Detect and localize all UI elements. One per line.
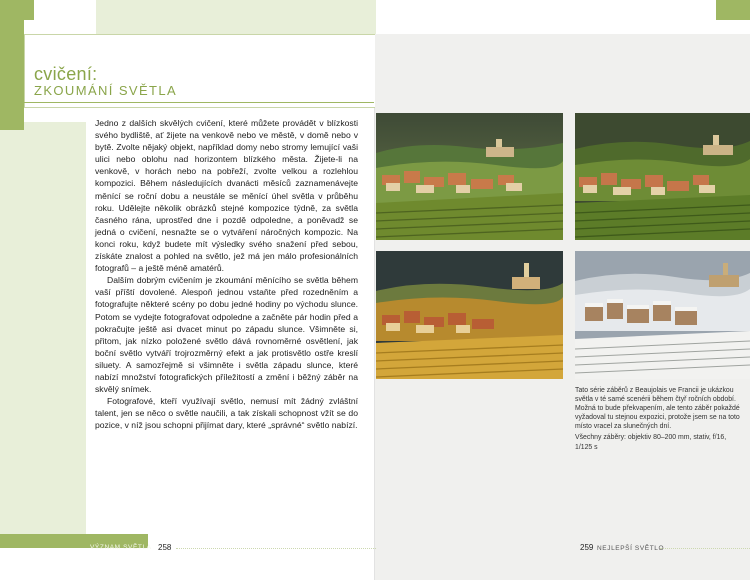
- section-title: cvičení:: [34, 64, 98, 84]
- footer-running-title: VÝZNAM SVĚTLA: [90, 544, 152, 551]
- right-corner-tab: [716, 0, 750, 20]
- page-number: 259: [580, 543, 594, 552]
- photo-winter-village: [575, 251, 750, 379]
- left-corner-tab: [0, 0, 34, 20]
- body-text: [95, 117, 358, 431]
- photo-autumn-village: [376, 251, 563, 379]
- caption-text: Tato série záběrů z Beaujolais ve Francii je ukázkou světla v té samé scenérii během čtyř ročních období. Možná to bude překvapením, ale tento záběr pokaždé vyžadoval tu stejnou expozici, protože jsem se na toto místo vracel za slunečných dní.: [575, 387, 740, 431]
- paragraph: Dalším dobrým cvičením je zkoumání měnícího se světla během vaší příští dovolené. Alespoň jednou vstaňte před rozedněním a fotografujte některé scény po dobu jedné hodiny po východu slunce. Potom se vydejte fotografovat odpoledne a začněte pár hodin před a pokračujte ještě asi dvacet minut po západu slunce. Všimněte si, přitom, jak nízko položené světlo dává rovnoměrné osvětlení, jak boční světlo vytváří trojrozměrný efekt a jak protisvětlo ostře kreslí siluety. A samozřejmě si všimněte i světla západu slunce, které nabízí množství fotografických příležitostí a změní i běžný záběr na skvělý snímek.: [95, 275, 358, 395]
- side-decor-band: [0, 122, 86, 534]
- footer-rule: [660, 548, 750, 549]
- paragraph: Fotografové, kteří využívají světlo, nemusí mít žádný zvláštní talent, jen se něco o světle naučili, a tak získali schopnost vžít se do pozice, v níž jsou schopni přijímat dary, které „správné“ světlo nabízí.: [95, 396, 358, 431]
- footer-rule: [176, 548, 376, 549]
- right-page-top-margin: [375, 0, 750, 34]
- paragraph: Jedno z dalších skvělých cvičení, které můžete provádět v blízkosti svého bydliště, ať žijete na venkově nebo ve městě, v domě nebo v bytě. Zvolte nějaký objekt, například domy nebo stromy lemující vaši ulici nebo oblohu nad horizontem blízkého města. Žijete-li na venkově, v horách nebo na pobřeží, zvolte velkou a rozlehlou kompozici. Během následujících dvanácti měsíců zaznamenávejte měnící se roční dobu a neustále se měnící úhel světla v průběhu roku. Udělejte několik obrázků stejné kompozice týdně, za světla časného rána, uprostřed dne i pozdě odpoledne, a poněvadž se jedná o cvičení, nesnažte se o vytváření náročných kompozic. Na konci roku, když budete mít výsledky svého snažení před sebou, získáte znalost a pohled na světlo, jež má jen málo profesionálních fotografů – a ještě méně amatérů.: [95, 118, 358, 274]
- top-decor-band: [96, 0, 376, 34]
- footer-running-title: NEJLEPŠÍ SVĚTLO: [597, 545, 665, 552]
- caption-exif: Všechny záběry: objektiv 80–200 mm, stativ, f/16, 1/125 s: [575, 434, 727, 451]
- title-underline: [24, 102, 374, 103]
- photo-caption: [575, 386, 745, 452]
- page-number: 258: [158, 543, 172, 552]
- photo-spring-village: [376, 113, 563, 240]
- section-subtitle: ZKOUMÁNÍ SVĚTLA: [34, 83, 178, 98]
- photo-summer-village: [575, 113, 750, 240]
